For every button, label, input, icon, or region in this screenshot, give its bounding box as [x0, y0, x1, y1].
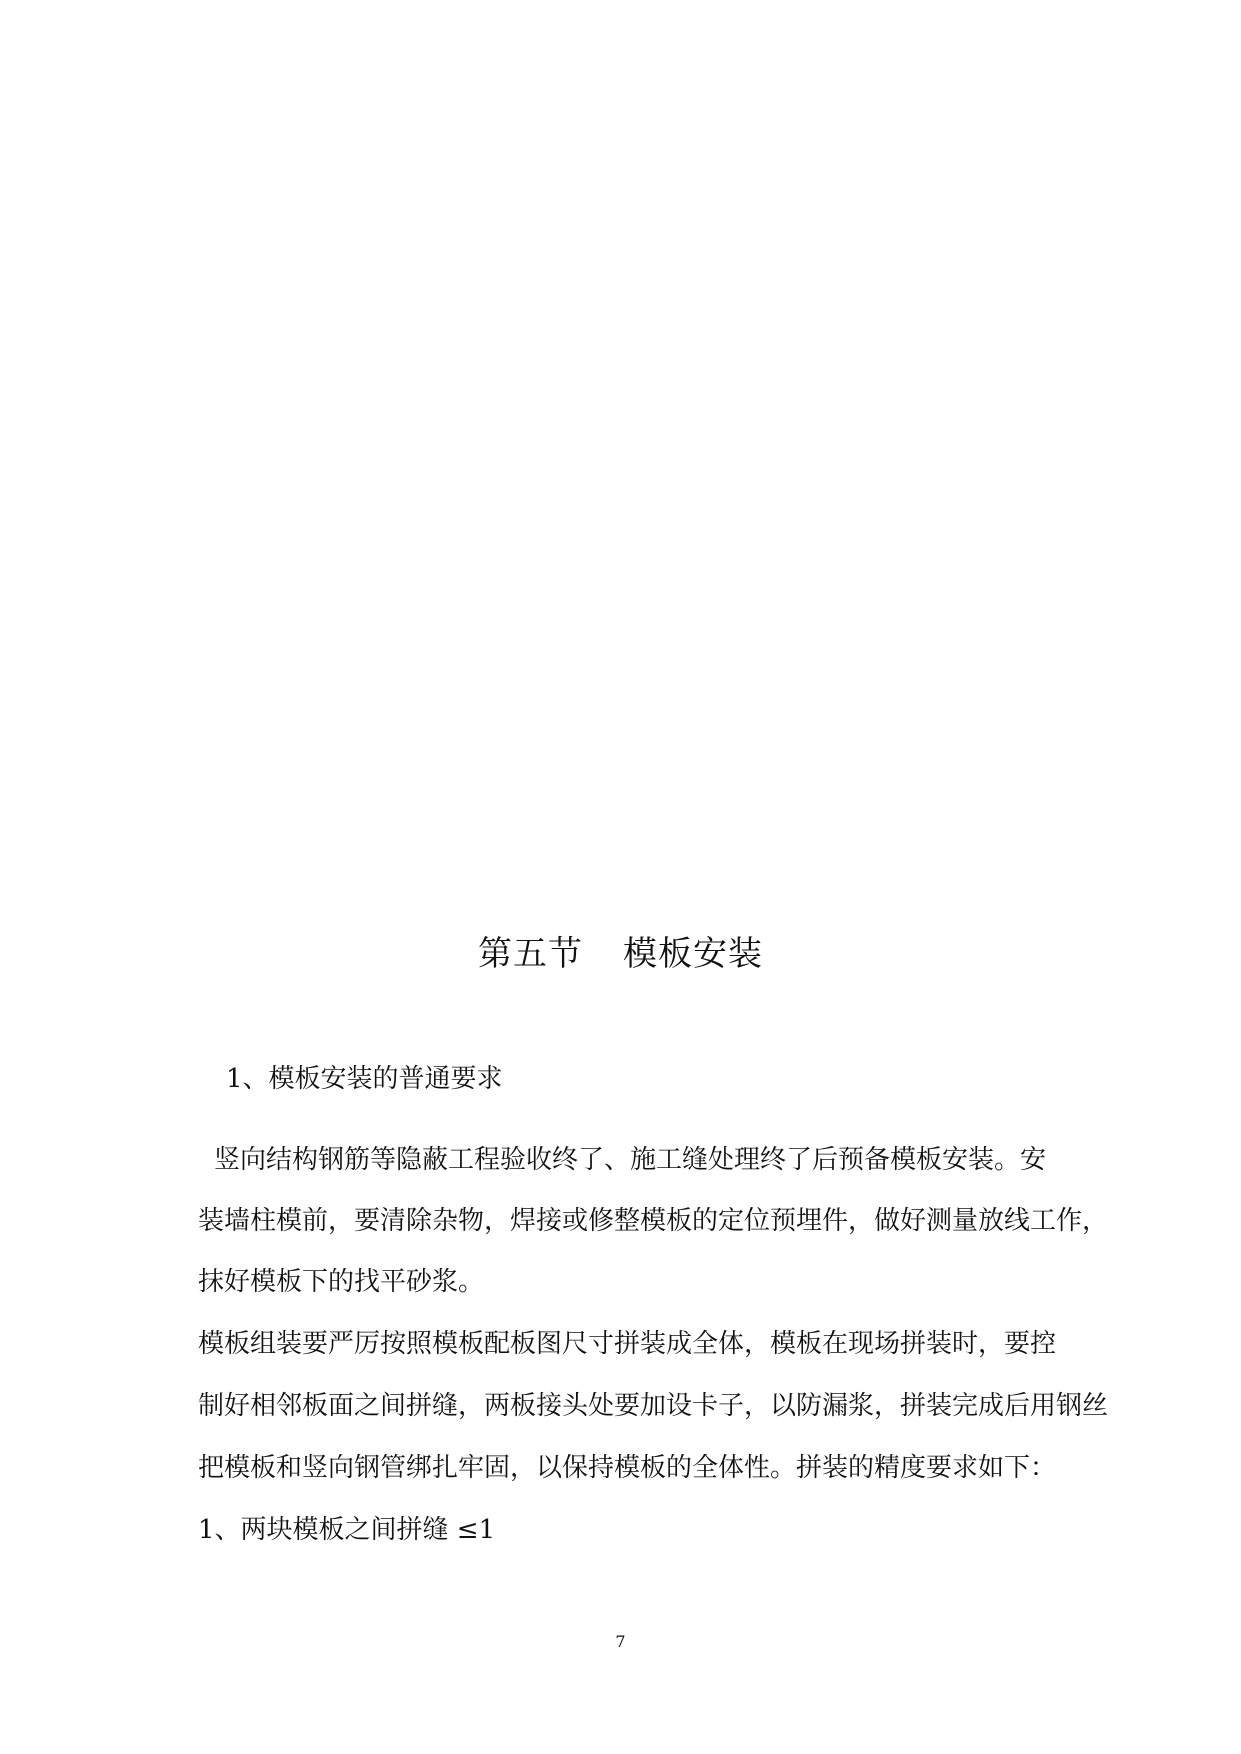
para2-line1: 模板组装要严厉按照模板配板图尺寸拼装成全体，模板在现场拼装时，要控 [198, 1329, 1057, 1359]
section-name: 模板安装 [623, 934, 763, 974]
list-item-1: 1、两块模板之间拼缝 ≤1 [198, 1515, 496, 1545]
page-number: 7 [615, 1632, 626, 1651]
para1-line1: 竖向结构钢筋等隐蔽工程验收终了、施工缝处理终了后预备模板安装。安 [214, 1145, 1047, 1175]
section-number: 第五节 [478, 934, 583, 974]
para1-line2: 装墙柱模前，要清除杂物，焊接或修整模板的定位预埋件，做好测量放线工作， [198, 1206, 1109, 1236]
section-title [0, 930, 1241, 978]
para2-line3: 把模板和竖向钢管绑扎牢固，以保持模板的全体性。拼装的精度要求如下： [198, 1453, 1057, 1483]
para1-line3: 抹好模板下的找平砂浆。 [198, 1267, 485, 1297]
heading-general-requirements: 1、模板安装的普通要求 [226, 1064, 503, 1094]
para2-line2: 制好相邻板面之间拼缝，两板接头处要加设卡子，以防漏浆，拼装完成后用钢丝 [198, 1391, 1109, 1421]
